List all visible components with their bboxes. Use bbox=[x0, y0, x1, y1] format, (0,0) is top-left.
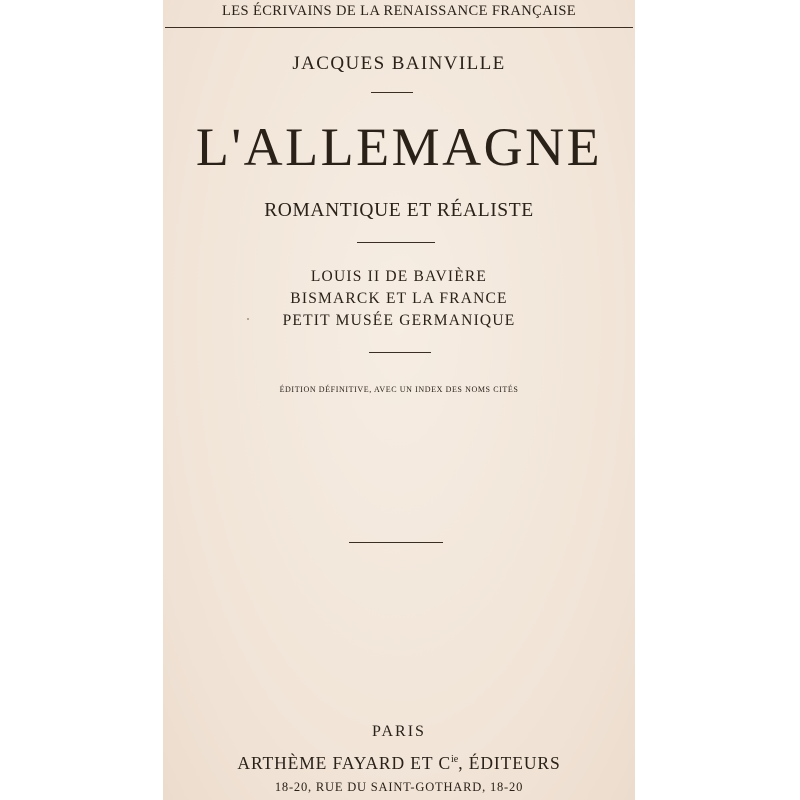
publisher-name: ARTHÈME FAYARD ET C bbox=[237, 753, 452, 773]
book-subtitle: ROMANTIQUE ET RÉALISTE bbox=[264, 200, 534, 221]
publisher-superscript: ie bbox=[451, 754, 459, 765]
imprint-publisher bbox=[163, 753, 635, 774]
publisher-suffix: , ÉDITEURS bbox=[458, 753, 561, 773]
divider-rule bbox=[369, 352, 431, 353]
paper-speck bbox=[247, 318, 249, 320]
contents-item: LOUIS II DE BAVIÈRE bbox=[310, 268, 488, 285]
contents-list bbox=[163, 266, 635, 332]
divider-rule bbox=[371, 92, 413, 93]
author-name: JACQUES BAINVILLE bbox=[292, 53, 506, 74]
series-title: LES ÉCRIVAINS DE LA RENAISSANCE FRANÇAISE bbox=[221, 3, 577, 19]
imprint-address: 18-20, RUE DU SAINT-GOTHARD, 18-20 bbox=[274, 780, 524, 794]
contents-item: PETIT MUSÉE GERMANIQUE bbox=[282, 312, 516, 329]
edition-note: ÉDITION DÉFINITIVE, AVEC UN INDEX DES NOMS CITÉS bbox=[279, 385, 519, 394]
imprint-city: PARIS bbox=[372, 723, 426, 740]
series-rule bbox=[165, 27, 633, 28]
title-page bbox=[163, 0, 635, 800]
book-title: L'ALLEMAGNE bbox=[195, 117, 603, 177]
contents-item: BISMARCK ET LA FRANCE bbox=[290, 290, 508, 307]
divider-rule bbox=[349, 542, 443, 543]
divider-rule bbox=[357, 242, 435, 243]
